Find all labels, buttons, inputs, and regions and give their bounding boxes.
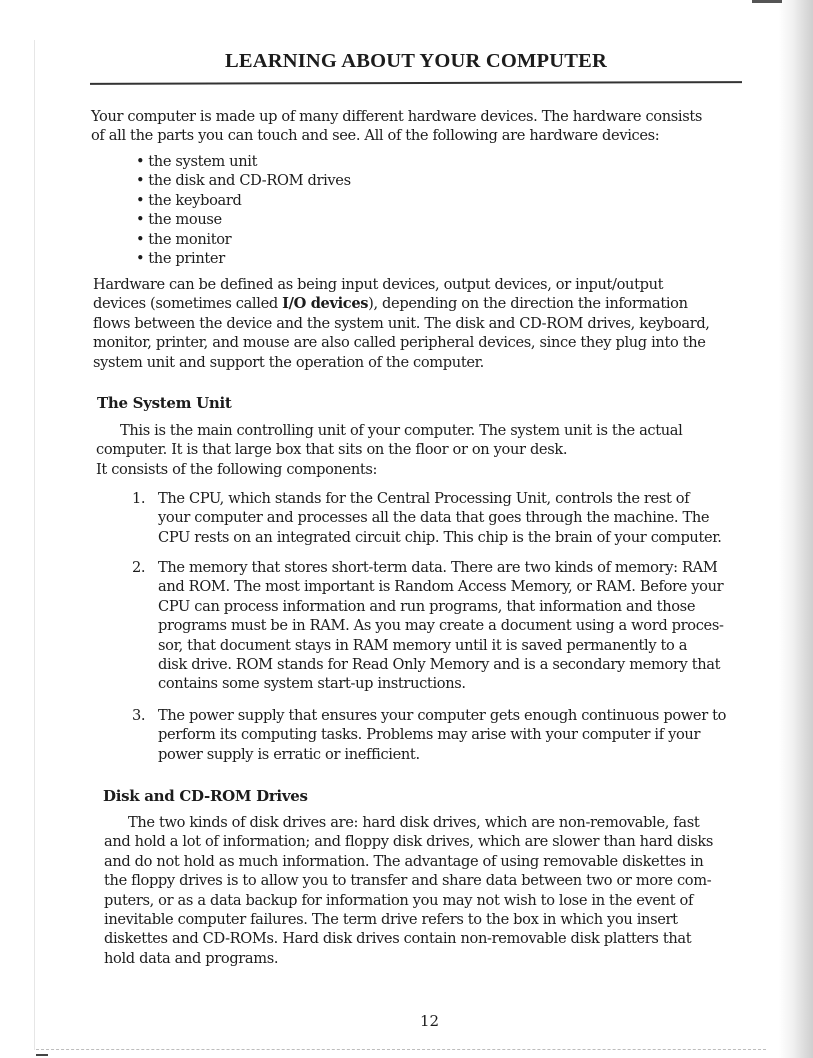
text-line: inevitable computer failures. The term drive refers to the box in which you insert xyxy=(104,911,678,929)
io-devices-term: I/O devices xyxy=(282,295,369,313)
text-span: ), depending on the direction the information xyxy=(368,295,688,313)
page-edge-shadow xyxy=(779,0,813,1058)
text-line: diskettes and CD-ROMs. Hard disk drives contain non-removable disk platters that xyxy=(104,930,692,948)
text-line: The two kinds of disk drives are: hard disk drives, which are non-removable, fast xyxy=(128,814,700,831)
text-line: monitor, printer, and mouse are also called peripheral devices, since they plug into the xyxy=(93,334,706,352)
text-line: flows between the device and the system unit. The disk and CD-ROM drives, keyboard, xyxy=(93,314,710,332)
text-line: This is the main controlling unit of your computer. The system unit is the actual xyxy=(120,422,683,439)
left-margin-line xyxy=(34,40,35,1050)
list-item: • the mouse xyxy=(136,210,351,229)
list-item: • the disk and CD-ROM drives xyxy=(136,171,351,190)
text-line: CPU can process information and run programs, that information and those xyxy=(158,597,696,615)
text-line: It consists of the following components: xyxy=(96,460,378,478)
text-line: and ROM. The most important is Random Access Memory, or RAM. Before your xyxy=(158,578,724,596)
hardware-paragraph xyxy=(93,275,710,372)
text-line: system unit and support the operation of the computer. xyxy=(93,353,484,371)
intro-paragraph xyxy=(91,107,702,146)
section-heading-system-unit: The System Unit xyxy=(97,394,232,412)
text-line: Hardware can be defined as being input devices, output devices, or input/output xyxy=(93,276,664,293)
title-rule xyxy=(90,81,742,85)
hardware-device-list xyxy=(136,152,351,268)
page-edge-mark xyxy=(752,0,782,3)
text-line: hold data and programs. xyxy=(104,949,279,967)
text-line: the floppy drives is to allow you to transfer and share data between two or more com- xyxy=(104,872,712,890)
list-item: • the system unit xyxy=(136,152,351,171)
text-line: The memory that stores short-term data. There are two kinds of memory: RAM xyxy=(158,559,718,576)
text-line: and do not hold as much information. The advantage of using removable diskettes in xyxy=(104,852,704,870)
text-line: programs must be in RAM. As you may create a document using a word proces- xyxy=(158,617,724,635)
text-line: contains some system start-up instructions. xyxy=(158,675,466,693)
text-line: puters, or as a data backup for information you may not wish to lose in the event of xyxy=(104,891,693,909)
text-line: CPU rests on an integrated circuit chip. This chip is the brain of your computer. xyxy=(158,528,722,546)
page-title: LEARNING ABOUT YOUR COMPUTER xyxy=(224,50,608,72)
text-line: The CPU, which stands for the Central Processing Unit, controls the rest of xyxy=(158,490,690,507)
text-line: of all the parts you can touch and see. All of the following are hardware devices: xyxy=(91,127,660,145)
text-line: sor, that document stays in RAM memory until it is saved permanently to a xyxy=(158,636,688,654)
section-heading-disk-drives: Disk and CD-ROM Drives xyxy=(103,787,308,805)
list-item: • the printer xyxy=(136,249,351,268)
text-line: your computer and processes all the data that goes through the machine. The xyxy=(158,509,710,527)
text-line: and hold a lot of information; and floppy disk drives, which are slower than hard disks xyxy=(104,833,714,851)
item-number: 3. xyxy=(132,707,146,724)
page-number: 12 xyxy=(420,1012,440,1030)
text-line: power supply is erratic or inefficient. xyxy=(158,745,420,763)
text-line: computer. It is that large box that sits on the floor or on your desk. xyxy=(96,441,568,459)
text-line: perform its computing tasks. Problems may arise with your computer if your xyxy=(158,726,701,744)
text-line xyxy=(93,294,710,313)
text-line: disk drive. ROM stands for Read Only Memory and is a secondary memory that xyxy=(158,656,721,674)
text-line: Your computer is made up of many different hardware devices. The hardware consists xyxy=(91,108,703,125)
list-item: • the keyboard xyxy=(136,191,351,210)
disk-drives-paragraph xyxy=(104,813,713,968)
system-unit-paragraph xyxy=(96,421,682,479)
text-line: The power supply that ensures your computer gets enough continuous power to xyxy=(158,707,727,724)
item-number: 2. xyxy=(132,559,146,576)
bottom-border-line xyxy=(36,1049,766,1050)
text-span: devices (sometimes called xyxy=(93,295,283,313)
bottom-corner-mark xyxy=(36,1054,48,1056)
item-number: 1. xyxy=(132,490,146,507)
list-item: • the monitor xyxy=(136,230,351,249)
